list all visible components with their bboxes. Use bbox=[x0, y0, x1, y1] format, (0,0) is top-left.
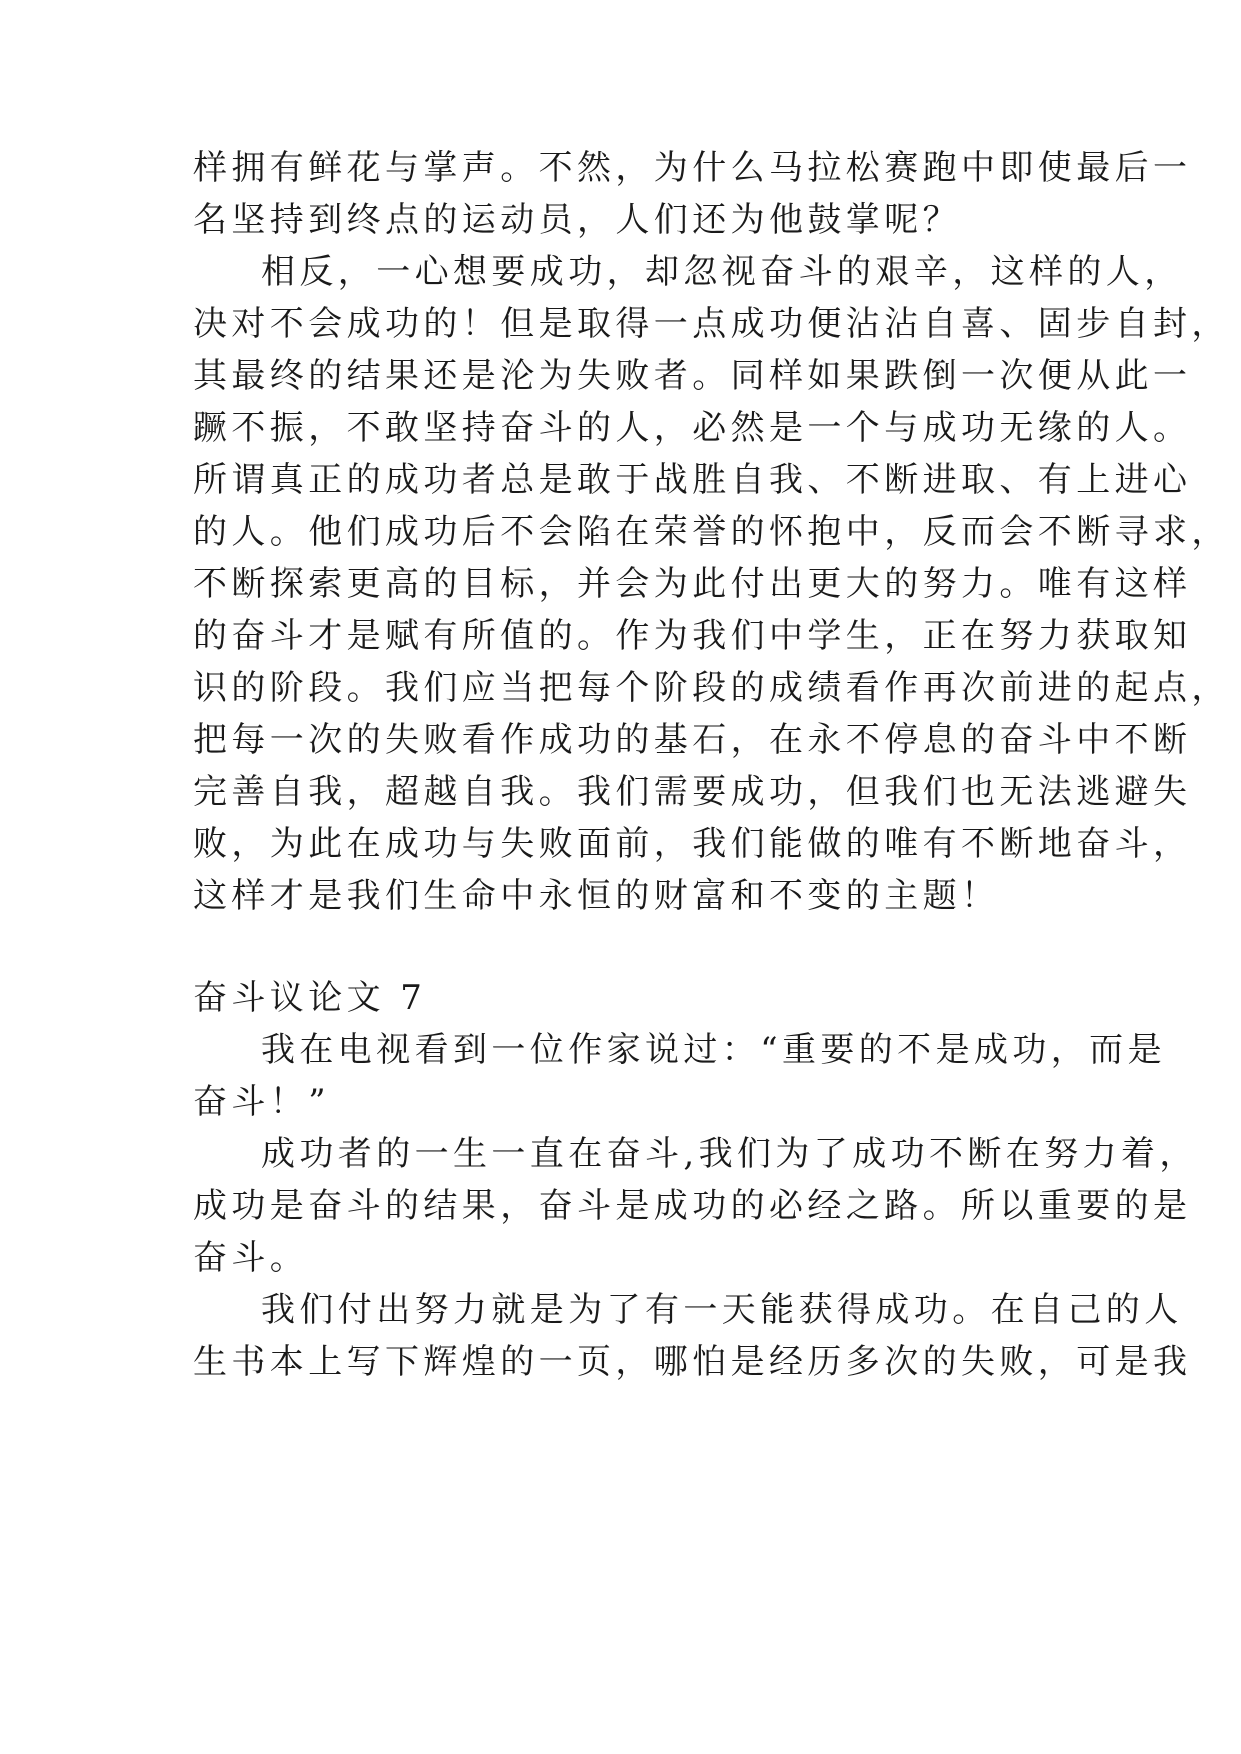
text-line: 成功者的一生一直在奋斗,我们为了成功不断在努力着， bbox=[261, 1134, 1198, 1174]
text-line: 名坚持到终点的运动员，人们还为他鼓掌呢？ bbox=[193, 200, 961, 240]
text-line: 我在电视看到一位作家说过：“重要的不是成功，而是 bbox=[261, 1030, 1166, 1070]
text-line: 完善自我，超越自我。我们需要成功，但我们也无法逃避失 bbox=[193, 772, 1192, 812]
text-line: 把每一次的失败看作成功的基石，在永不停息的奋斗中不断 bbox=[193, 720, 1192, 760]
text-line: 决对不会成功的！但是取得一点成功便沾沾自喜、固步自封， bbox=[193, 304, 1230, 344]
text-line: 奋斗。 bbox=[193, 1238, 309, 1278]
text-line: 识的阶段。我们应当把每个阶段的成绩看作再次前进的起点， bbox=[193, 668, 1230, 708]
text-line: 败，为此在成功与失败面前，我们能做的唯有不断地奋斗， bbox=[193, 824, 1192, 864]
text-line: 所谓真正的成功者总是敢于战胜自我、不断进取、有上进心 bbox=[193, 460, 1192, 500]
text-line: 我们付出努力就是为了有一天能获得成功。在自己的人 bbox=[261, 1290, 1183, 1330]
text-line: 成功是奋斗的结果，奋斗是成功的必经之路。所以重要的是 bbox=[193, 1186, 1192, 1226]
text-line: 的奋斗才是赋有所值的。作为我们中学生，正在努力获取知 bbox=[193, 616, 1192, 656]
text-line: 相反，一心想要成功，却忽视奋斗的艰辛，这样的人， bbox=[261, 252, 1183, 292]
text-line: 生书本上写下辉煌的一页，哪怕是经历多次的失败，可是我 bbox=[193, 1342, 1192, 1382]
section-heading: 奋斗议论文 7 bbox=[193, 978, 427, 1018]
text-line: 其最终的结果还是沦为失败者。同样如果跌倒一次便从此一 bbox=[193, 356, 1192, 396]
text-line: 的人。他们成功后不会陷在荣誉的怀抱中，反而会不断寻求， bbox=[193, 512, 1230, 552]
text-line: 蹶不振，不敢坚持奋斗的人，必然是一个与成功无缘的人。 bbox=[193, 408, 1192, 448]
text-line: 样拥有鲜花与掌声。不然，为什么马拉松赛跑中即使最后一 bbox=[193, 148, 1192, 188]
text-line: 不断探索更高的目标，并会为此付出更大的努力。唯有这样 bbox=[193, 564, 1192, 604]
text-line: 奋斗！” bbox=[193, 1082, 330, 1122]
text-line: 这样才是我们生命中永恒的财富和不变的主题！ bbox=[193, 876, 1000, 916]
